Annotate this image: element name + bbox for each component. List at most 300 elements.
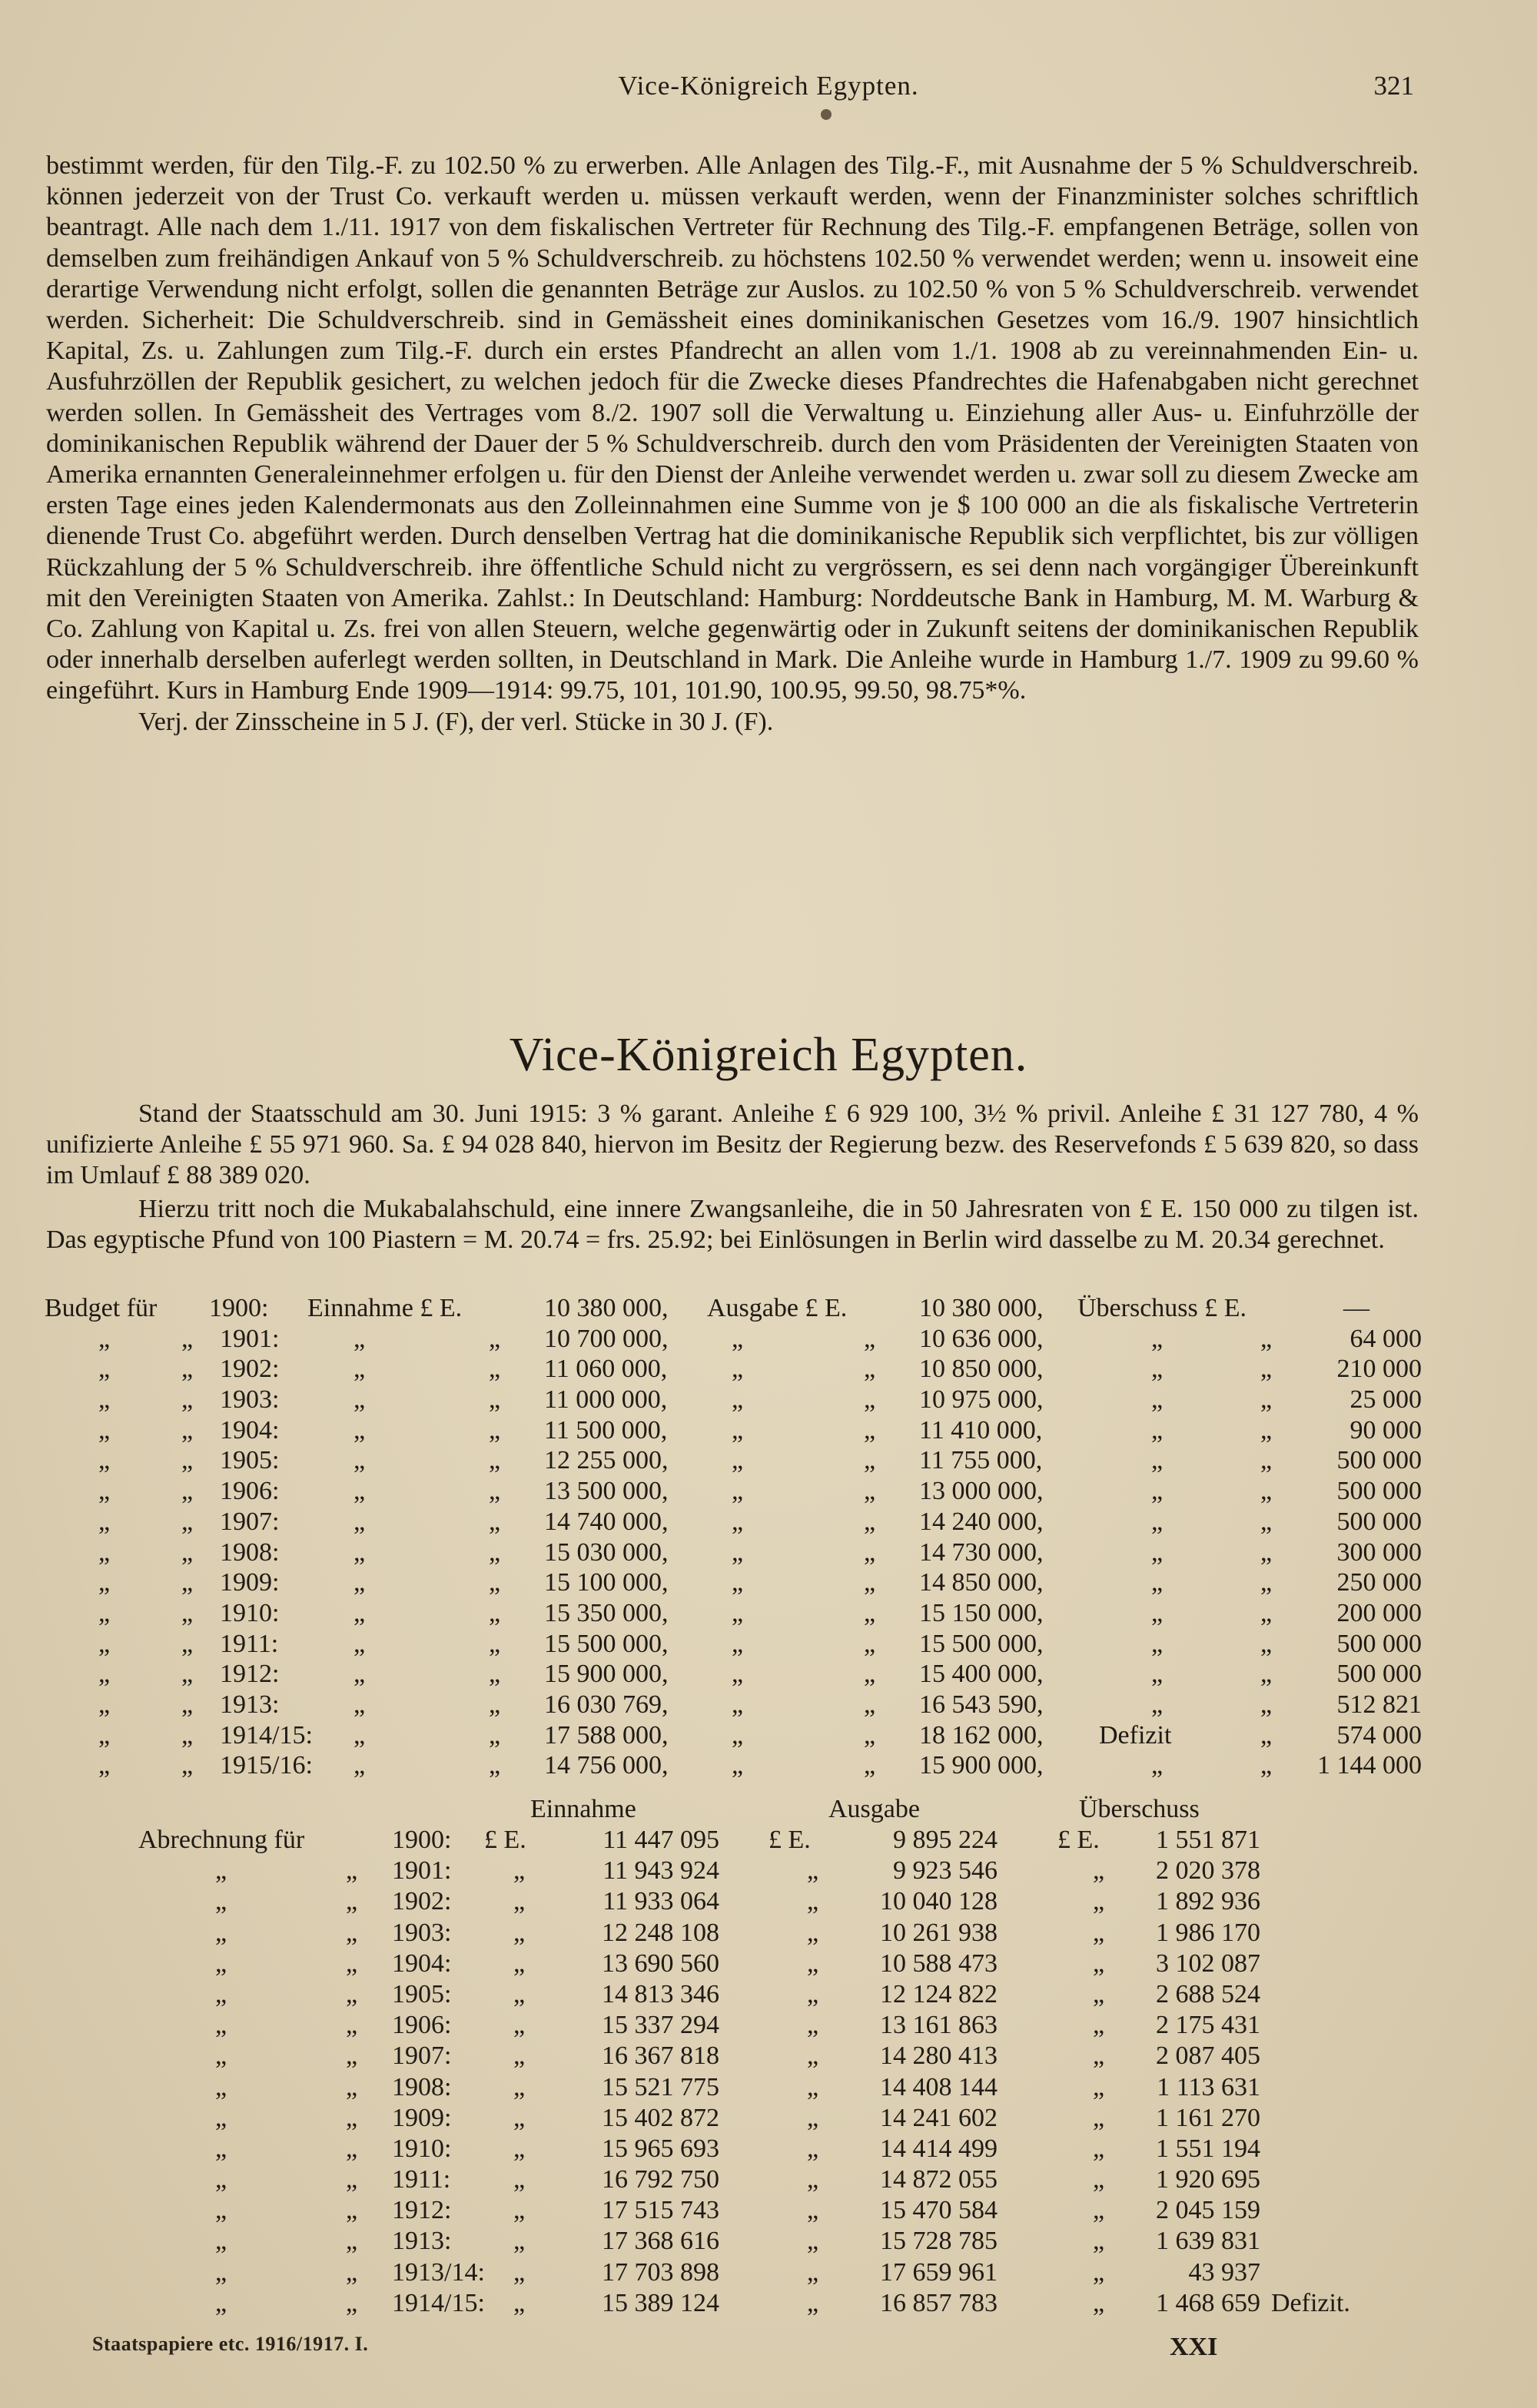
ditto-mark: „ [215, 2288, 227, 2317]
ditto-mark: „ [864, 1568, 876, 1597]
ditto-mark: „ [807, 2196, 819, 2225]
abrechnung-ausgabe: 14 280 413 [880, 2041, 998, 2071]
ditto-mark: „ [513, 2072, 526, 2101]
ditto-mark: „ [1093, 2072, 1105, 2101]
abrechnung-row [0, 2258, 1537, 2289]
ditto-mark: „ [98, 1477, 111, 1506]
abrechnung-year: 1910: [392, 2134, 452, 2163]
ditto-mark: „ [1093, 2165, 1105, 2194]
ditto-mark: „ [98, 1720, 111, 1750]
budget-year: 1904: [220, 1415, 280, 1444]
budget-year: 1900: [209, 1294, 269, 1322]
ditto-mark: „ [513, 1856, 526, 1886]
ditto-mark: „ [1093, 2041, 1105, 2071]
abrechnung-einnahme: 11 943 924 [603, 1856, 719, 1886]
ditto-mark: „ [732, 1415, 744, 1444]
abrechnung-einnahme: 15 337 294 [602, 2011, 719, 2040]
ditto-mark: „ [215, 2011, 227, 2040]
ditto-mark: „ [1151, 1477, 1164, 1506]
budget-row [0, 1721, 1537, 1752]
ditto-mark: „ [354, 1598, 366, 1627]
budget-ueberschuss: 512 821 [1336, 1690, 1422, 1719]
budget-row [0, 1446, 1537, 1477]
ditto-mark: „ [1093, 2196, 1105, 2225]
ditto-mark: „ [807, 2072, 819, 2101]
budget-year: 1910: [220, 1598, 280, 1627]
ditto-mark: „ [1093, 1856, 1105, 1886]
ditto-mark: „ [98, 1537, 111, 1567]
page-number: 321 [1373, 71, 1414, 101]
budget-ueberschuss: — [1343, 1294, 1369, 1322]
abrechnung-row [0, 1980, 1537, 2011]
ditto-mark: „ [181, 1690, 194, 1719]
budget-year: 1913: [220, 1690, 280, 1719]
budget-year: 1903: [220, 1385, 280, 1415]
abrechnung-ausgabe: 14 241 602 [880, 2103, 998, 2132]
abrechnung-row [0, 2165, 1537, 2196]
budget-einnahme: 10 380 000, [544, 1294, 669, 1322]
ditto-mark: „ [1151, 1598, 1164, 1627]
ditto-mark: „ [489, 1598, 501, 1627]
budget-einnahme: 12 255 000, [544, 1446, 669, 1475]
budget-ueberschuss: 500 000 [1336, 1446, 1422, 1475]
budget-einnahme: 15 900 000, [544, 1660, 669, 1689]
budget-einnahme: 16 030 769, [544, 1690, 669, 1719]
egypt-mukabala-paragraph: Hierzu tritt noch die Mukabalahschuld, eine innere Zwangsanleihe, die in 50 Jahresraten von £ E. 150 000 zu tilgen ist. Das egyptische Pfund von 100 Piastern = M. 20.74 = frs. 25.92; bei Einlösungen in Berlin wird dasselbe zu M. 20.34 gerechnet. [46, 1195, 1419, 1255]
col-head-ueberschuss: Überschuss [1079, 1795, 1200, 1823]
abrechnung-ausgabe: 17 659 961 [880, 2257, 998, 2287]
budget-einnahme: 15 030 000, [544, 1537, 669, 1567]
ditto-mark: „ [1093, 1949, 1105, 1978]
ditto-mark: „ [181, 1477, 194, 1506]
budget-row [0, 1507, 1537, 1538]
abrechnung-ausgabe: 10 040 128 [880, 1887, 998, 1916]
ditto-mark: „ [732, 1477, 744, 1506]
abrechnung-row [0, 2196, 1537, 2227]
budget-ueberschuss: 500 000 [1336, 1507, 1422, 1536]
abrechnung-ueberschuss: 1 920 695 [1156, 2165, 1260, 2194]
abrechnung-einnahme: 17 703 898 [602, 2257, 719, 2287]
ditto-mark: „ [1151, 1324, 1164, 1353]
ditto-mark: „ [807, 2103, 819, 2132]
budget-row [0, 1294, 1537, 1325]
budget-row [0, 1355, 1537, 1385]
budget-year: 1908: [220, 1537, 280, 1567]
ditto-mark: „ [1260, 1385, 1273, 1415]
abrechnung-year: 1914/15: [392, 2288, 485, 2317]
abrechnung-row [0, 1919, 1537, 1949]
ditto-mark: „ [346, 2165, 358, 2194]
budget-ausgabe-label: Ausgabe £ E. [707, 1294, 848, 1322]
budget-row [0, 1630, 1537, 1660]
ditto-mark: „ [346, 2134, 358, 2163]
ditto-mark: „ [181, 1324, 194, 1353]
ditto-mark: „ [489, 1507, 501, 1536]
ditto-mark: „ [354, 1446, 366, 1475]
ditto-mark: „ [864, 1598, 876, 1627]
abrechnung-einnahme: 12 248 108 [602, 1918, 719, 1947]
ditto-mark: „ [346, 1949, 358, 1978]
ditto-mark: „ [513, 2103, 526, 2132]
abrechnung-ausgabe: 15 728 785 [880, 2227, 998, 2256]
ditto-mark: „ [181, 1720, 194, 1750]
abrechnung-ausgabe: 10 588 473 [880, 1949, 998, 1978]
ditto-mark: „ [181, 1751, 194, 1780]
ditto-mark: „ [354, 1324, 366, 1353]
ditto-mark: „ [807, 1856, 819, 1886]
ditto-mark: „ [489, 1355, 501, 1384]
ditto-mark: „ [1151, 1568, 1164, 1597]
signature-mark: XXI [1170, 2333, 1218, 2361]
abrechnung-year: 1905: [392, 1979, 452, 2008]
abrechnung-table [0, 1795, 1537, 2320]
ditto-mark: „ [354, 1720, 366, 1750]
ditto-mark: „ [1151, 1537, 1164, 1567]
ditto-mark: „ [1151, 1507, 1164, 1536]
budget-ausgabe: 10 380 000, [919, 1294, 1044, 1322]
ditto-mark: „ [354, 1415, 366, 1444]
budget-ausgabe: 10 975 000, [919, 1385, 1044, 1415]
budget-year: 1907: [220, 1507, 280, 1536]
abrechnung-year: 1909: [392, 2103, 452, 2132]
abrechnung-rows [0, 1826, 1537, 2320]
budget-ausgabe: 14 850 000, [919, 1568, 1044, 1597]
ditto-mark: „ [1151, 1355, 1164, 1384]
abrechnung-year: 1907: [392, 2041, 452, 2071]
ditto-mark: „ [489, 1690, 501, 1719]
ditto-mark: „ [864, 1355, 876, 1384]
running-head-title: Vice-Königreich Egypten. [618, 71, 919, 101]
ditto-mark: „ [215, 2165, 227, 2194]
abrechnung-ausgabe: 13 161 863 [880, 2011, 998, 2040]
abrechnung-ausgabe: 14 408 144 [880, 2072, 998, 2101]
ditto-mark: „ [354, 1537, 366, 1567]
budget-ueberschuss: 90 000 [1349, 1415, 1422, 1444]
abrechnung-ueberschuss: 1 551 871 [1156, 1826, 1260, 1854]
currency-ueberschuss: £ E. [1057, 1826, 1100, 1854]
ditto-mark: „ [215, 2041, 227, 2071]
abrechnung-einnahme: 16 792 750 [602, 2165, 719, 2194]
col-head-einnahme: Einnahme [530, 1795, 636, 1823]
budget-ausgabe: 18 162 000, [919, 1720, 1044, 1750]
currency-einnahme: £ E. [484, 1826, 526, 1854]
ditto-mark: „ [513, 1887, 526, 1916]
budget-row [0, 1325, 1537, 1355]
abrechnung-ueberschuss: 1 551 194 [1156, 2134, 1260, 2163]
ditto-mark: „ [732, 1324, 744, 1353]
ditto-mark: „ [1093, 2103, 1105, 2132]
ditto-mark: „ [181, 1660, 194, 1689]
budget-ausgabe: 10 636 000, [919, 1324, 1044, 1353]
ditto-mark: „ [513, 1979, 526, 2008]
budget-einnahme: 11 000 000, [544, 1385, 668, 1415]
ditto-mark: „ [354, 1751, 366, 1780]
ditto-mark: „ [215, 1918, 227, 1947]
ditto-mark: „ [354, 1355, 366, 1384]
ditto-mark: „ [181, 1415, 194, 1444]
ditto-mark: „ [346, 2196, 358, 2225]
ditto-mark: „ [346, 1856, 358, 1886]
abrechnung-ausgabe: 14 872 055 [880, 2165, 998, 2194]
budget-row [0, 1690, 1537, 1721]
ditto-mark: „ [1260, 1720, 1273, 1750]
ditto-mark: „ [513, 1949, 526, 1978]
abrechnung-year: 1900: [392, 1826, 452, 1854]
budget-ueberschuss: 25 000 [1349, 1385, 1422, 1415]
ditto-mark: „ [1260, 1446, 1273, 1475]
ditto-mark: „ [98, 1446, 111, 1475]
ditto-mark: „ [1260, 1477, 1273, 1506]
ditto-mark: „ [1260, 1751, 1273, 1780]
ditto-mark: „ [98, 1629, 111, 1658]
ditto-mark: „ [864, 1324, 876, 1353]
abrechnung-ueberschuss: 2 087 405 [1156, 2041, 1260, 2071]
ditto-mark: „ [1093, 2011, 1105, 2040]
budget-ausgabe: 15 500 000, [919, 1629, 1044, 1658]
ditto-mark: „ [1093, 2227, 1105, 2256]
ditto-mark: „ [346, 1887, 358, 1916]
ditto-mark: „ [864, 1477, 876, 1506]
abrechnung-einnahme: 17 368 616 [602, 2227, 719, 2256]
budget-ueberschuss: 250 000 [1336, 1568, 1422, 1597]
budget-ausgabe: 10 850 000, [919, 1355, 1044, 1384]
ditto-mark: „ [489, 1446, 501, 1475]
budget-year: 1909: [220, 1568, 280, 1597]
ditto-mark: „ [98, 1415, 111, 1444]
abrechnung-ausgabe: 12 124 822 [880, 1979, 998, 2008]
ditto-mark: „ [215, 1856, 227, 1886]
ditto-mark: „ [1260, 1598, 1273, 1627]
budget-row [0, 1385, 1537, 1416]
running-head [0, 71, 1537, 109]
abrechnung-row [0, 2289, 1537, 2320]
budget-ausgabe: 13 000 000, [919, 1477, 1044, 1506]
ditto-mark: „ [354, 1629, 366, 1658]
ditto-mark: „ [181, 1355, 194, 1384]
abrechnung-row [0, 1949, 1537, 1980]
ditto-mark: „ [732, 1507, 744, 1536]
budget-einnahme: 13 500 000, [544, 1477, 669, 1506]
ditto-mark: „ [346, 1918, 358, 1947]
ditto-mark: „ [215, 1949, 227, 1978]
ditto-mark: „ [864, 1690, 876, 1719]
ditto-mark: „ [354, 1385, 366, 1415]
ditto-mark: „ [513, 2288, 526, 2317]
abrechnung-ueberschuss: 3 102 087 [1156, 1949, 1260, 1978]
ditto-mark: „ [346, 2103, 358, 2132]
ditto-mark: „ [346, 2257, 358, 2287]
ditto-mark: „ [1260, 1629, 1273, 1658]
ditto-mark: „ [1260, 1415, 1273, 1444]
budget-row [0, 1568, 1537, 1599]
budget-year: 1905: [220, 1446, 280, 1475]
budget-ausgabe: 15 150 000, [919, 1598, 1044, 1627]
ditto-mark: „ [215, 1979, 227, 2008]
ditto-mark: „ [489, 1537, 501, 1567]
budget-einnahme: 14 756 000, [544, 1751, 669, 1780]
ditto-mark: „ [807, 2227, 819, 2256]
ditto-mark: „ [864, 1537, 876, 1567]
ditto-mark: „ [732, 1355, 744, 1384]
budget-row [0, 1599, 1537, 1630]
abrechnung-einnahme: 15 965 693 [602, 2134, 719, 2163]
abrechnung-row [0, 2073, 1537, 2104]
budget-einnahme: 11 500 000, [544, 1415, 668, 1444]
budget-einnahme: 15 350 000, [544, 1598, 669, 1627]
budget-year: 1915/16: [220, 1751, 313, 1780]
ditto-mark: „ [1093, 1979, 1105, 2008]
abrechnung-einnahme: 11 933 064 [603, 1887, 719, 1916]
budget-label: Budget für [45, 1294, 158, 1322]
ditto-mark: „ [1260, 1537, 1273, 1567]
ditto-mark: „ [181, 1629, 194, 1658]
defizit-label: Defizit [1099, 1720, 1172, 1750]
currency-ausgabe: £ E. [768, 1826, 811, 1854]
ditto-mark: „ [732, 1537, 744, 1567]
ditto-mark: „ [1260, 1660, 1273, 1689]
abrechnung-ueberschuss: 1 468 659 [1156, 2288, 1260, 2317]
budget-einnahme: 15 500 000, [544, 1629, 669, 1658]
abrechnung-ueberschuss: 1 161 270 [1156, 2103, 1260, 2132]
ditto-mark: „ [1260, 1355, 1273, 1384]
ditto-mark: „ [732, 1568, 744, 1597]
abrechnung-ueberschuss: 2 045 159 [1156, 2196, 1260, 2225]
ditto-mark: „ [489, 1568, 501, 1597]
ditto-mark: „ [513, 2257, 526, 2287]
ditto-mark: „ [1093, 1887, 1105, 1916]
ditto-mark: „ [489, 1629, 501, 1658]
budget-ueberschuss: 300 000 [1336, 1537, 1422, 1567]
abrechnung-einnahme: 13 690 560 [602, 1949, 719, 1978]
abrechnung-einnahme: 14 813 346 [602, 1979, 719, 2008]
abrechnung-year: 1913: [392, 2227, 452, 2256]
abrechnung-year: 1913/14: [392, 2257, 485, 2287]
abrechnung-year: 1912: [392, 2196, 452, 2225]
ditto-mark: „ [1151, 1446, 1164, 1475]
ditto-mark: „ [864, 1415, 876, 1444]
abrechnung-ueberschuss: 1 639 831 [1156, 2227, 1260, 2256]
budget-year: 1911: [220, 1629, 279, 1658]
abrechnung-row [0, 1887, 1537, 1918]
ditto-mark: „ [489, 1415, 501, 1444]
ditto-mark: „ [346, 2227, 358, 2256]
ditto-mark: „ [513, 2165, 526, 2194]
abrechnung-ausgabe: 14 414 499 [880, 2134, 998, 2163]
ditto-mark: „ [513, 2041, 526, 2071]
ditto-mark: „ [181, 1507, 194, 1536]
ditto-mark: „ [1151, 1385, 1164, 1415]
ditto-mark: „ [864, 1507, 876, 1536]
ditto-mark: „ [346, 2288, 358, 2317]
budget-einnahme: 17 588 000, [544, 1720, 669, 1750]
abrechnung-row [0, 2041, 1537, 2072]
ditto-mark: „ [807, 2011, 819, 2040]
abrechnung-ausgabe: 9 895 224 [893, 1826, 998, 1854]
ditto-mark: „ [513, 2134, 526, 2163]
budget-ausgabe: 14 730 000, [919, 1537, 1044, 1567]
abrechnung-ueberschuss: 1 892 936 [1156, 1887, 1260, 1916]
abrechnung-year: 1911: [392, 2165, 451, 2194]
budget-row [0, 1416, 1537, 1447]
abrechnung-ueberschuss: 1 986 170 [1156, 1918, 1260, 1947]
abrechnung-row [0, 2134, 1537, 2165]
abrechnung-einnahme: 11 447 095 [603, 1826, 719, 1854]
ditto-mark: „ [1151, 1660, 1164, 1689]
ditto-mark: „ [215, 2134, 227, 2163]
abrechnung-year: 1901: [392, 1856, 452, 1886]
abrechnung-year: 1906: [392, 2011, 452, 2040]
ditto-mark: „ [489, 1751, 501, 1780]
ditto-mark: „ [489, 1324, 501, 1353]
abrechnung-ueberschuss: 2 688 524 [1156, 1979, 1260, 2008]
budget-ueberschuss: 574 000 [1336, 1720, 1422, 1750]
budget-ausgabe: 11 410 000, [919, 1415, 1043, 1444]
ditto-mark: „ [181, 1385, 194, 1415]
abrechnung-ausgabe: 15 470 584 [880, 2196, 998, 2225]
abrechnung-ueberschuss: 1 113 631 [1157, 2072, 1260, 2101]
budget-ueberschuss: 1 144 000 [1317, 1751, 1422, 1780]
ditto-mark: „ [98, 1660, 111, 1689]
ditto-mark: „ [98, 1324, 111, 1353]
ditto-mark: „ [346, 2011, 358, 2040]
budget-row [0, 1477, 1537, 1507]
ditto-mark: „ [1093, 2134, 1105, 2163]
ornament-dot-icon [821, 109, 832, 120]
ditto-mark: „ [732, 1660, 744, 1689]
ditto-mark: „ [1093, 2288, 1105, 2317]
ditto-mark: „ [864, 1720, 876, 1750]
ditto-mark: „ [807, 2041, 819, 2071]
abrechnung-row [0, 1826, 1537, 1856]
budget-einnahme: 11 060 000, [544, 1355, 668, 1384]
ditto-mark: „ [807, 1887, 819, 1916]
budget-ueberschuss: 500 000 [1336, 1629, 1422, 1658]
defizit-note: Defizit. [1271, 2288, 1350, 2317]
ditto-mark: „ [98, 1751, 111, 1780]
ditto-mark: „ [807, 2257, 819, 2287]
ditto-mark: „ [864, 1446, 876, 1475]
ditto-mark: „ [864, 1751, 876, 1780]
ditto-mark: „ [215, 2227, 227, 2256]
budget-row [0, 1751, 1537, 1782]
abrechnung-year: 1908: [392, 2072, 452, 2101]
ditto-mark: „ [732, 1690, 744, 1719]
ditto-mark: „ [807, 1979, 819, 2008]
ditto-mark: „ [864, 1660, 876, 1689]
ditto-mark: „ [215, 2196, 227, 2225]
abrechnung-einnahme: 15 389 124 [602, 2288, 719, 2317]
budget-einnahme: 10 700 000, [544, 1324, 669, 1353]
ditto-mark: „ [807, 2288, 819, 2317]
ditto-mark: „ [354, 1507, 366, 1536]
ditto-mark: „ [181, 1537, 194, 1567]
ditto-mark: „ [215, 2257, 227, 2287]
abrechnung-ausgabe: 9 923 546 [893, 1856, 998, 1886]
budget-ausgabe: 15 400 000, [919, 1660, 1044, 1689]
ditto-mark: „ [354, 1690, 366, 1719]
budget-ausgabe: 15 900 000, [919, 1751, 1044, 1780]
budget-year: 1906: [220, 1477, 280, 1506]
footer-imprint: Staatspapiere etc. 1916/1917. I. [92, 2333, 369, 2355]
ditto-mark: „ [346, 1979, 358, 2008]
ditto-mark: „ [1093, 2257, 1105, 2287]
ditto-mark: „ [215, 2072, 227, 2101]
abrechnung-ueberschuss: 2 175 431 [1156, 2011, 1260, 2040]
abrechnung-einnahme: 16 367 818 [602, 2041, 719, 2071]
ditto-mark: „ [732, 1629, 744, 1658]
ditto-mark: „ [864, 1629, 876, 1658]
budget-einnahme: 14 740 000, [544, 1507, 669, 1536]
